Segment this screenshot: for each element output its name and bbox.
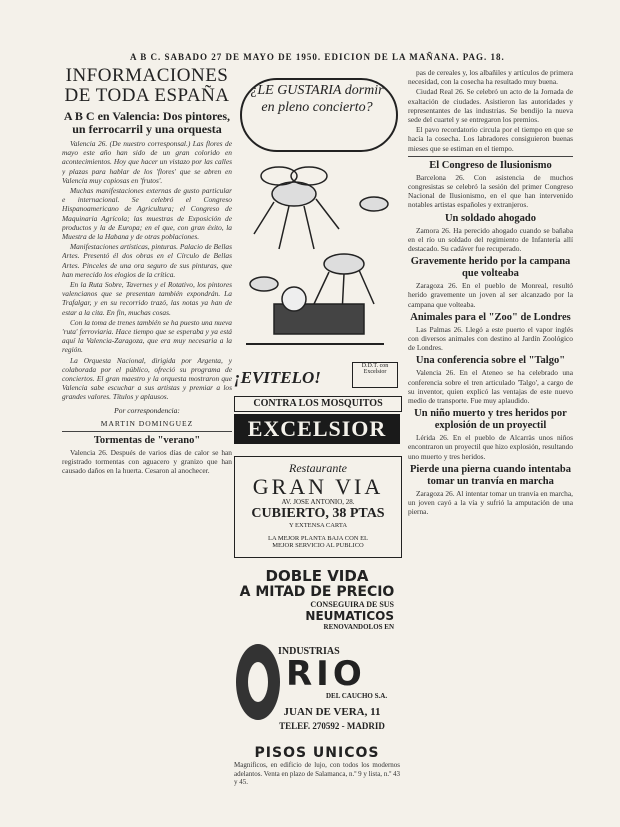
ad-bar: CONTRA LOS MOSQUITOS [234,396,402,412]
paragraph: Zaragoza 26. En el pueblo de Monreal, resultó herido gravemente un joven al ser alcanzado por la campana que volteaba. [408,281,573,309]
headline-bell: Gravemente herido por la campana que volteaba [410,256,571,280]
paragraph: Barcelona 26. Con asistencia de muchos congresistas se celebró la sesión del primer Congreso Nacional de Ilusionismo, en el que han intervenido notables artistas españoles y extranjeros. [408,172,573,210]
headline-projectile: Un niño muerto y tres heridos por explosión de un proyectil [414,408,567,432]
paragraph: En la Ruta Sobre, Tavernes y el Rotativo, los pintores valencianos que se presentan también expondrán. La Trafalgar, y en su recorrido trazó, las notas ya han de estar a la cita. En fin, muchas cosas. [62,280,232,317]
sign-role: Por correspondencia: [114,405,180,415]
headline-magic: El Congreso de Ilusionismo [429,159,552,171]
tyres-line5: RENOVANDOLOS EN [323,623,394,631]
right-column [408,68,573,810]
ad-tyres [234,568,400,738]
article-tram [408,489,573,517]
article-storms [62,448,232,476]
mosquito-illustration [234,154,400,364]
paragraph: Muchas manifestaciones externas de gusto particular e internacional. Se celebró el Congreso Hispanoamericano de Agricultura; el Congreso de Maquinaria Agrícola; las muestras de Exposición de productos y la de Europa; en el que, con gran éxito, la Muestra de la Habana y de otras poblaciones. [62,186,232,242]
tyres-brand: RIO [286,654,366,694]
article-bell [408,281,573,309]
article-zoo [408,325,573,353]
signature: MARTIN DOMINGUEZ [100,418,194,428]
brand-excelsior: EXCELSIOR [234,414,400,444]
ad-question-text: ¿LE GUSTARIA dormir en pleno concierto? [250,83,384,115]
left-column [62,66,232,806]
article-magic [408,173,573,210]
restaurant-address: AV. JOSE ANTONIO, 28. [281,498,355,506]
divider [62,431,232,432]
paragraph: El pavo recordatorio circula por el tiempo en que se hacía la cosecha. Los labradores consiguieron buenas mieses que se estiman en el tiempo. [408,125,573,153]
paragraph: Valencia 26. (De nuestro corresponsal.) Las flores de mayo este año han sido de un gran colorido en acontecimientos. Hoy que hacer un vistazo por las calles y plazas para hablar de los 'flores' que se abren en Valencia muy copiosas en 'frutos'. [62,139,232,185]
paragraph: La Orquesta Nacional, dirigida por Argenta, y colaborada por el público, ofreció su programa de conciertos. El gran maestro y la orquesta mostraron que Valencia sabe escuchar a sus artistas y premiar a los grandes valores. Títulos y aplausos. [62,355,232,402]
tyres-brand-sub: DEL CAUCHO S.A. [326,692,388,700]
paragraph: Lérida 26. En el pueblo de Alcarràs unos niños encontraron un proyectil que hizo explosión, resultando uno muerto y tres heridos. [408,433,573,461]
tyres-address: JUAN DE VERA, 11 [283,706,381,718]
paragraph: Zaragoza 26. Al intentar tomar un tranvía en marcha, un joven cayó a la vía y sufrió la amputación de una pierna. [408,488,573,517]
mosquito-body-icon [324,254,364,274]
flats-text: Magnificos, en edificio de lujo, con todos los modernos adelantos. Venta en plazo de Salamanca, n.º 9 y lista, n.º 43 y 45. [234,761,400,786]
paragraph: Las Palmas 26. Llegó a este puerto el vapor inglés con diversos animales con destino al Jardín Zoológico de Londres. [408,324,573,353]
paragraph: Ciudad Real 26. Se celebró un acto de la Jornada de exaltación de ciudades. Asistieron las autoridades y representantes de las industrias. Se bendijo la nueva sede del cuartel y se entregaron los premios. [408,87,573,125]
section-title: INFORMACIONES DE TODA ESPAÑA [64,66,230,106]
restaurant-slogan: LA MEJOR PLANTA BAJA CON EL [267,535,369,542]
sleeper-head-icon [282,287,306,311]
paragraph: Con la toma de trenes también se ha puesto una nueva 'ruta' ferroviaria. Hace tiempo que se esperaba y ya está aquí la Valencia-Zaragoza, que era muy necesaria a la región. [62,317,232,355]
paragraph: pas de cereales y, los albañiles y artículos de primera necesidad, con la cosecha ha resultado muy buena. [408,68,573,87]
tyres-line2: A MITAD DE PRECIO [239,584,395,600]
page-header: A B C. SABADO 27 DE MAYO DE 1950. EDICION DE LA MAÑANA. PAG. 18. [130,52,505,62]
tyres-phone: TELEF. 270592 - MADRID [279,721,385,731]
mosquito-body-icon [250,277,278,291]
ad-flats [234,745,400,787]
restaurant-label: Restaurante [289,461,347,475]
headline-talgo: Una conferencia sobre el "Talgo" [415,355,566,367]
tyres-line1: DOBLE VIDA [265,567,369,585]
paragraph: Zamora 26. Ha perecido ahogado cuando se bañaba en el río un soldado del regimiento de Infantería allí destacado. Su cadáver fue recuperado. [408,225,573,254]
ad-mosquito [234,78,400,448]
headline-storms: Tormentas de "verano" [93,434,201,446]
divider [408,156,573,157]
restaurant-offer: CUBIERTO, 38 PTAS [251,506,385,521]
headline-soldier: Un soldado ahogado [444,212,537,224]
restaurant-name: GRAN VIA [252,474,384,499]
ad-question [244,82,390,116]
restaurant-slogan: MEJOR SERVICIO AL PUBLICO [272,542,364,549]
tyres-line3: CONSEGUIRA DE SUS [310,600,394,609]
paragraph: Valencia 26. Después de varios días de calor se han registrado tormentas con aguacero y granizo que han causado daños en la huerta. Cesaron al anochecer. [62,447,232,476]
headline-zoo: Animales para el "Zoo" de Londres [410,311,571,323]
article-intro [408,68,573,153]
mosquito-body-icon [360,197,388,211]
headline-valencia: A B C en Valencia: Dos pintores, un ferrocarril y una orquesta [63,109,231,136]
tyres-brand-top: INDUSTRIAS [278,646,340,657]
paragraph: Valencia 26. En el Ateneo se ha celebrado una conferencia sobre el tren articulado 'Talgo', a cargo de su inventor, quien explicó las ventajas de este nuevo medio de transporte. Fue muy aplaudido. [408,368,573,406]
ddt-badge: D.D.T. con Excelsior [352,362,398,388]
article-projectile [408,433,573,461]
article-talgo [408,368,573,405]
ad-slogan: ¡EVITELO! [234,368,321,387]
flats-title: PISOS UNICOS [254,745,380,761]
headline-tram: Pierde una pierna cuando intentaba tomar un tranvía en marcha [409,463,572,487]
article-soldier [408,226,573,254]
ad-restaurant [234,456,402,558]
tyres-line4: NEUMATICOS [305,609,394,623]
restaurant-extra: Y EXTENSA CARTA [288,522,348,529]
article-valencia [62,139,232,402]
paragraph: Manifestaciones artísticas, pinturas. Palacio de Bellas Artes. Presentó él dos obras en el Círculo de Bellas Artes. Pinceles de una ora seguro de sus pinturas, que han merecido los elogios de la crítica. [62,242,232,279]
